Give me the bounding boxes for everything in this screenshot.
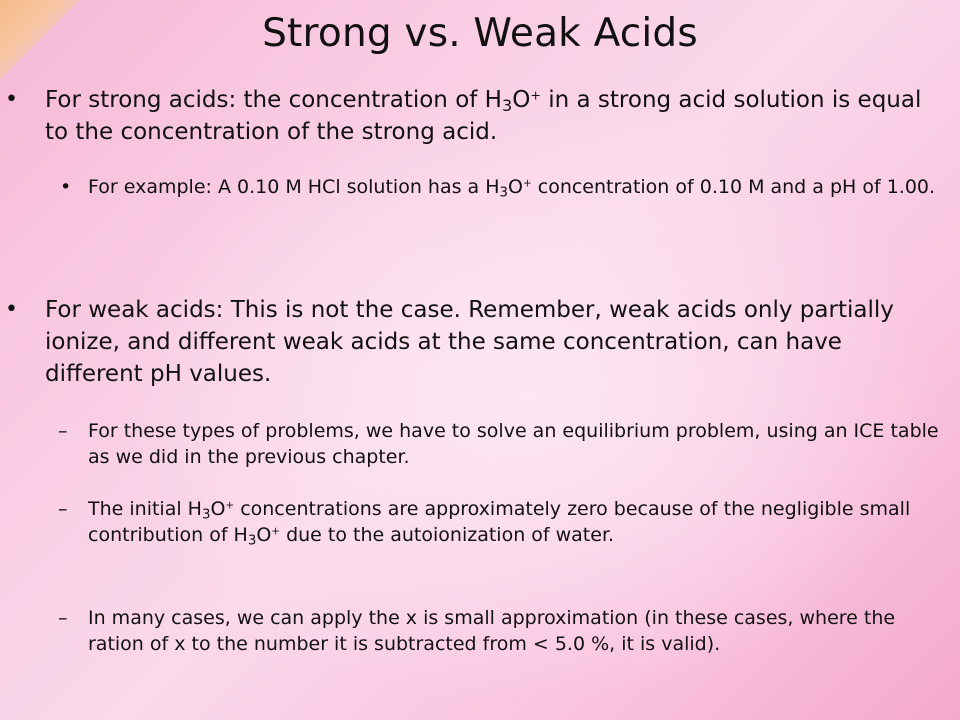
dash-point-text: For these types of problems, we have to solve an equilibrium problem, using an ICE table as we did in the previous chapter. (88, 420, 939, 468)
dash-icon: – (58, 498, 68, 520)
dash-point-text: In many cases, we can apply the x is small approximation (in these cases, where the ration of x to the number it is subtracted from < 5.0 %, it is valid). (88, 607, 896, 655)
bullet-strong-acids (5, 84, 945, 148)
dash-icon: – (58, 607, 68, 629)
sub-bullet-dot-icon: • (60, 176, 72, 198)
bullet-weak-text: For weak acids: This is not the case. Remember, weak acids only partially ionize, and different weak acids at the same concentration, can have different pH values. (45, 297, 894, 387)
sub-bullet-example (60, 174, 948, 201)
bullet-weak-acids (5, 294, 945, 390)
bullet-dot-icon: • (5, 297, 18, 322)
dash-icon: – (58, 420, 68, 442)
dash-point-text: The initial $H_3O^+$ concentrations are approximately zero because of the negligible small contribution of $H_3O^+$ due to the autoionization of water. (88, 498, 911, 549)
dash-point-initial-concentration (58, 496, 948, 549)
bullet-dot-icon: • (5, 87, 18, 112)
bullet-strong-text: For strong acids: the concentration of $H_3O^+$ in a strong acid solution is equal to the concentration of the strong acid. (45, 87, 922, 145)
dash-point-x-small-approximation (58, 605, 948, 657)
dash-point-ice-table (58, 418, 948, 470)
slide-title: Strong vs. Weak Acids (262, 11, 698, 56)
sub-bullet-example-text: For example: A 0.10 M HCl solution has a $H_3O^+$ concentration of 0.10 M and a pH of 1.00. (88, 176, 936, 201)
